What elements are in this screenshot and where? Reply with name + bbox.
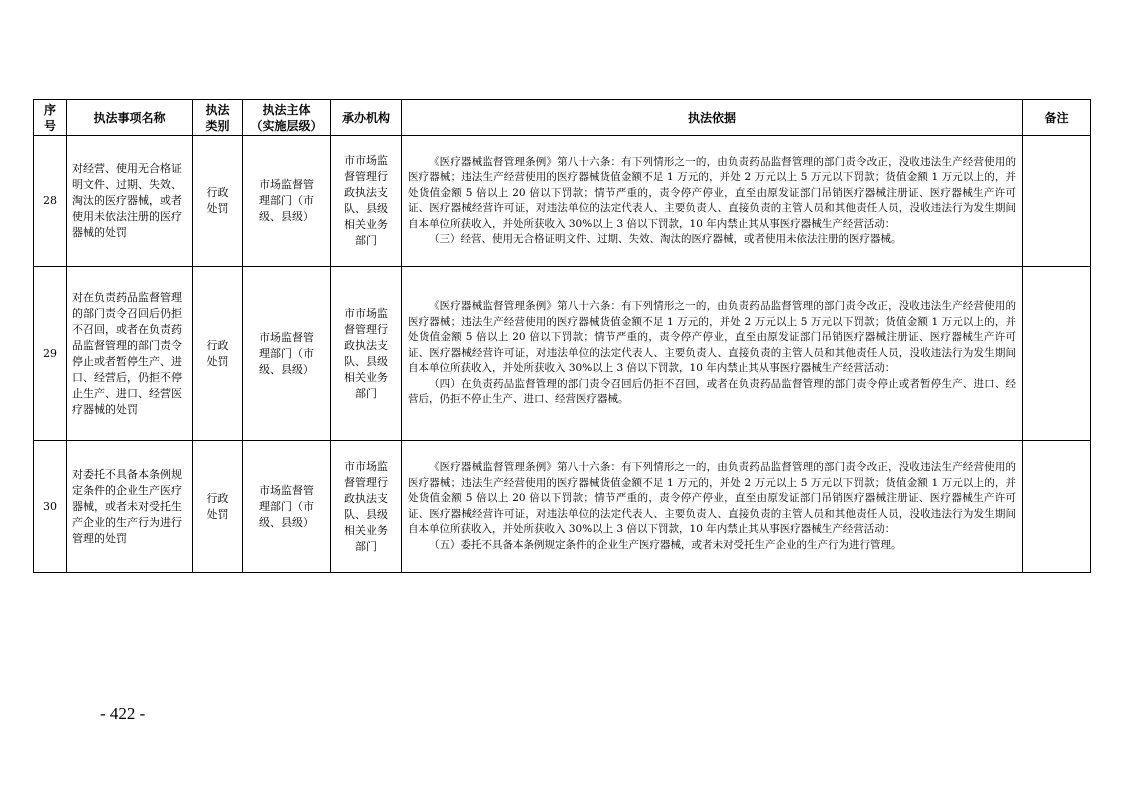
table-header-row	[34, 100, 1091, 136]
cell-line: 相关业务	[344, 370, 388, 384]
cell-line: 市场监督管	[259, 178, 314, 191]
row-agency	[331, 267, 402, 441]
row-basis	[402, 267, 1023, 441]
header-item-name: 执法事项名称	[67, 100, 193, 136]
header-subject-line2: （实施层级）	[250, 118, 323, 133]
cell-line: 行政	[206, 491, 229, 505]
cell-line: 行政	[206, 338, 229, 352]
cell-line: 相关业务	[344, 523, 388, 537]
header-agency: 承办机构	[331, 100, 402, 136]
cell-line: 市场监督管	[259, 483, 314, 497]
row-remarks	[1023, 136, 1091, 267]
cell-line: 部门	[355, 386, 377, 400]
row-item-name: 对经营、使用无合格证明文件、过期、失效、淘汰的医疗器械，或者使用未依法注册的医疗器械的处罚	[67, 136, 193, 267]
cell-line: 部门	[355, 234, 377, 247]
row-basis	[402, 441, 1023, 573]
row-basis	[402, 136, 1023, 267]
cell-line: 市市场监	[344, 306, 388, 320]
header-index	[34, 100, 67, 136]
row-category	[193, 136, 243, 267]
header-subject-line1: 执法主体	[262, 102, 311, 117]
basis-main-text: 《医疗器械监督管理条例》第八十六条：有下列情形之一的，由负责药品监督管理的部门责令改正，没收违法生产经营使用的医疗器械；违法生产经营使用的医疗器械货值金额不足 1 万元的，并处 2 万元以上 5 万元以下罚款；货值金额 1 万元以上的，并处货值金额 5 倍以上 20 倍以下罚款；情节严重的，责令停产停业，直至由原发证部门吊销医疗器械注册证、医疗器械生产许可证、医疗器械经营许可证，对违法单位的法定代表人、主要负责人、直接负责的主管人员和其他责任人员，没收违法行为发生期间自本单位所获收入，并处所获收入 30%以上 3 倍以下罚款，10 年内禁止其从事医疗器械生产经营活动：	[408, 461, 1016, 535]
basis-main-text: 《医疗器械监督管理条例》第八十六条：有下列情形之一的，由负责药品监督管理的部门责令改正，没收违法生产经营使用的医疗器械；违法生产经营使用的医疗器械货值金额不足 1 万元的，并处 2 万元以上 5 万元以下罚款；货值金额 1 万元以上的，并处货值金额 5 倍以上 20 倍以下罚款；情节严重的，责令停产停业，直至由原发证部门吊销医疗器械注册证、医疗器械生产许可证、医疗器械经营许可证，对违法单位的法定代表人、主要负责人、直接负责的主管人员和其他责任人员，没收违法行为发生期间自本单位所获收入，并处所获收入 30%以上 3 倍以下罚款，10 年内禁止其从事医疗器械生产经营活动：	[408, 300, 1016, 375]
row-index: 29	[34, 267, 67, 441]
cell-line: 队、县级	[344, 354, 388, 368]
header-category-line2: 类别	[205, 118, 230, 133]
header-remarks: 备注	[1023, 100, 1091, 136]
cell-line: 相关业务	[344, 218, 388, 231]
cell-line: 级、县级）	[259, 210, 314, 223]
row-subject	[243, 267, 331, 441]
cell-line: 处罚	[206, 354, 229, 368]
cell-line: 行政	[206, 186, 229, 199]
row-agency	[331, 441, 402, 573]
header-subject	[243, 100, 331, 136]
row-agency	[331, 136, 402, 267]
cell-line: 政执法支	[344, 186, 388, 199]
cell-line: 理部门（市	[259, 499, 314, 513]
cell-line: 级、县级）	[259, 362, 314, 376]
cell-line: 处罚	[206, 202, 229, 215]
cell-line: 处罚	[206, 507, 229, 521]
cell-line: 市场监督管	[259, 330, 314, 344]
cell-line: 队、县级	[344, 202, 388, 215]
cell-line: 理部门（市	[259, 194, 314, 207]
row-subject	[243, 441, 331, 573]
header-index-line2: 号	[43, 118, 56, 133]
cell-line: 市市场监	[344, 459, 388, 473]
page-number: - 422 -	[100, 704, 146, 723]
row-remarks	[1023, 441, 1091, 573]
row-index: 30	[34, 441, 67, 573]
header-basis: 执法依据	[402, 100, 1023, 136]
row-index: 28	[34, 136, 67, 267]
cell-line: 部门	[355, 539, 377, 553]
enforcement-items-table	[33, 99, 1091, 573]
basis-clause-text: （五）委托不具备本条例规定条件的企业生产医疗器械，或者未对受托生产企业的生产行为进行管理。	[429, 538, 902, 551]
cell-line: 督管理行	[344, 170, 388, 183]
header-index-line1: 序	[43, 102, 56, 117]
header-category-line1: 执法	[205, 102, 230, 117]
cell-line: 政执法支	[344, 338, 388, 352]
cell-line: 级、县级）	[259, 515, 314, 529]
cell-line: 督管理行	[344, 322, 388, 336]
cell-line: 督管理行	[344, 475, 388, 489]
row-subject	[243, 136, 331, 267]
cell-line: 市市场监	[344, 154, 388, 167]
table-row	[34, 136, 1091, 267]
row-item-name: 对委托不具备本条例规定条件的企业生产医疗器械，或者未对受托生产企业的生产行为进行管理的处罚	[67, 441, 193, 573]
cell-line: 理部门（市	[259, 346, 314, 360]
basis-clause-text: （四）在负责药品监督管理的部门责令召回后仍拒不召回，或者在负责药品监督管理的部门责令停止或者暂停生产、进口、经营后，仍拒不停止生产、进口、经营医疗器械。	[408, 377, 1016, 406]
cell-line: 政执法支	[344, 491, 388, 505]
basis-main-text: 《医疗器械监督管理条例》第八十六条：有下列情形之一的，由负责药品监督管理的部门责令改正，没收违法生产经营使用的医疗器械；违法生产经营使用的医疗器械货值金额不足 1 万元的，并处 2 万元以上 5 万元以下罚款；货值金额 1 万元以上的，并处货值金额 5 倍以上 20 倍以下罚款；情节严重的，责令停产停业，直至由原发证部门吊销医疗器械注册证、医疗器械生产许可证、医疗器械经营许可证，对违法单位的法定代表人、主要负责人、直接负责的主管人员和其他责任人员，没收违法行为发生期间自本单位所获收入，并处所获收入 30%以上 3 倍以下罚款，10 年内禁止其从事医疗器械生产经营活动：	[408, 155, 1016, 230]
table-row	[34, 267, 1091, 441]
row-category	[193, 267, 243, 441]
row-remarks	[1023, 267, 1091, 441]
header-category	[193, 100, 243, 136]
basis-clause-text: （三）经营、使用无合格证明文件、过期、失效、淘汰的医疗器械，或者使用未依法注册的医疗器械。	[429, 233, 902, 245]
cell-line: 队、县级	[344, 507, 388, 521]
table-row	[34, 441, 1091, 573]
row-category	[193, 441, 243, 573]
row-item-name: 对在负责药品监督管理的部门责令召回后仍拒不召回，或者在负责药品监督管理的部门责令停止或者暂停生产、进口、经营后，仍拒不停止生产、进口、经营医疗器械的处罚	[67, 267, 193, 441]
